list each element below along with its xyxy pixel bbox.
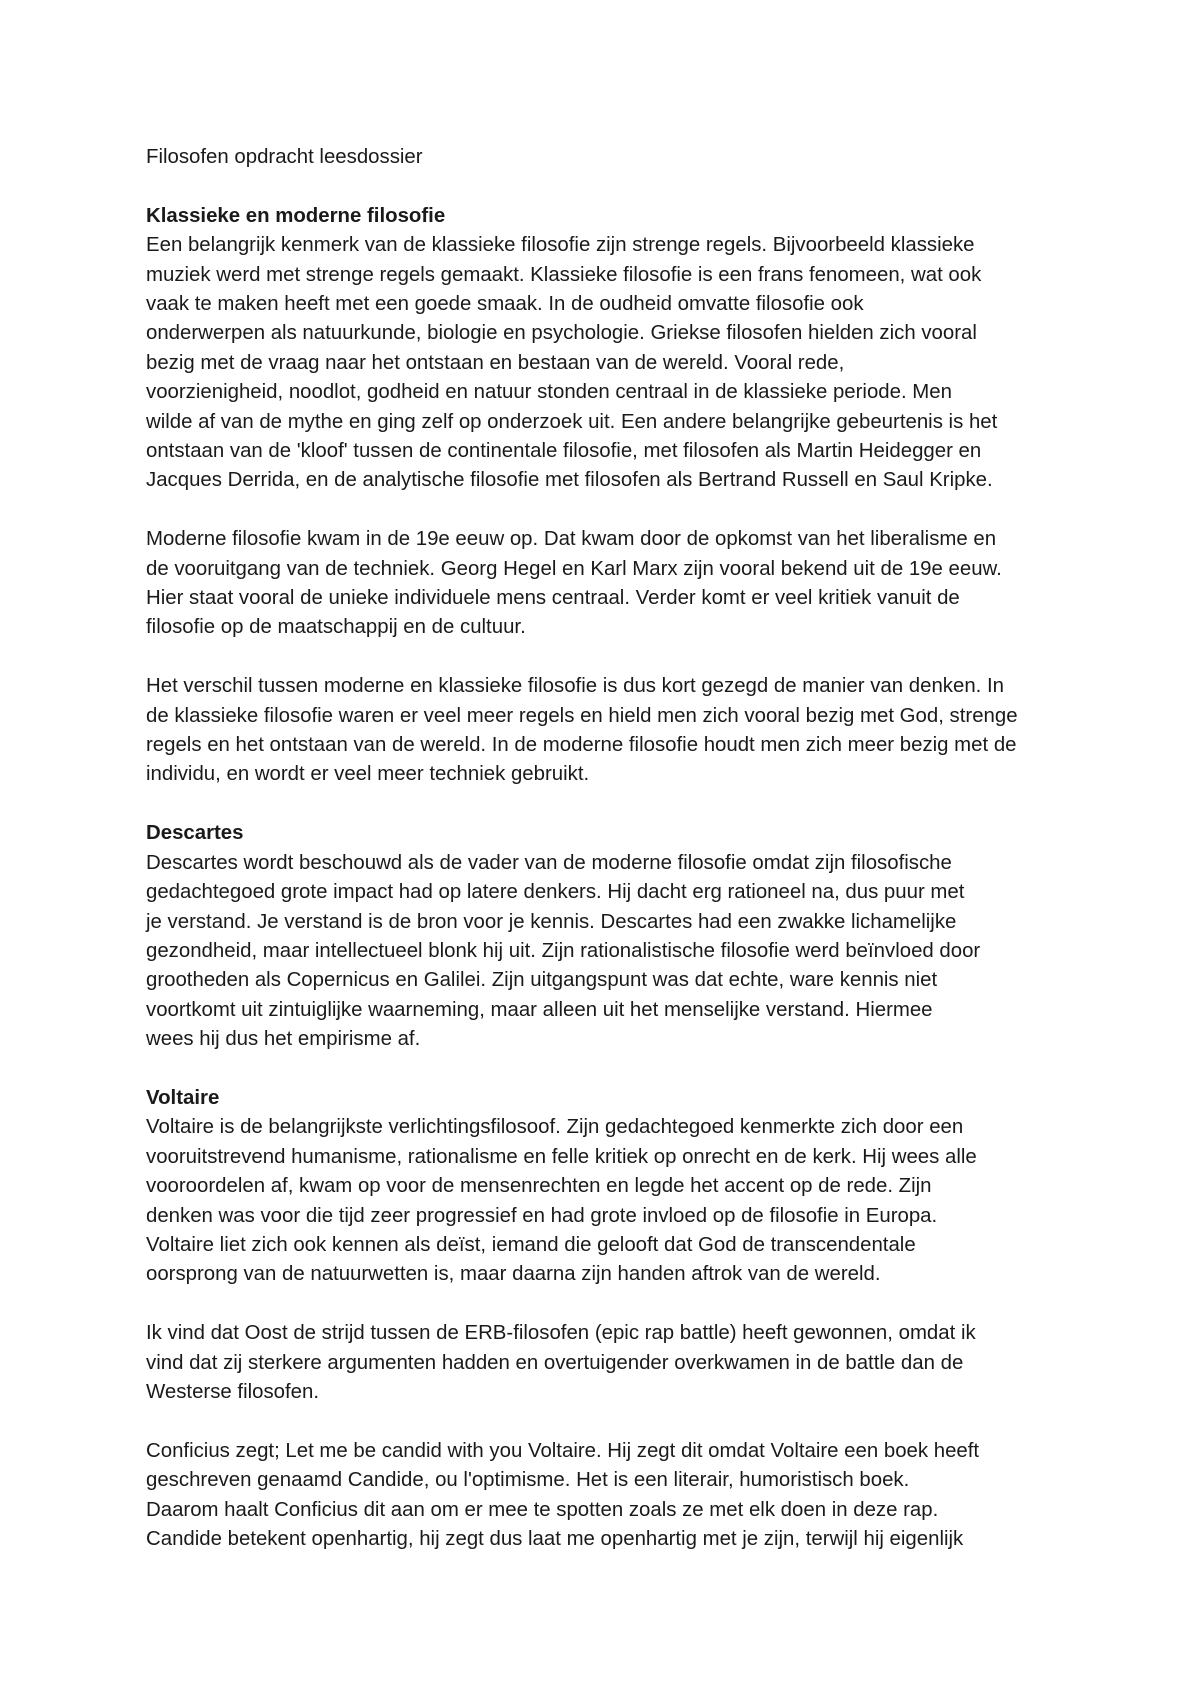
text-line: oorsprong van de natuurwetten is, maar daarna zijn handen aftrok van de wereld.	[146, 1263, 881, 1286]
text-line: je verstand. Je verstand is de bron voor je kennis. Descartes had een zwakke lichamelijke	[146, 910, 957, 933]
text-line: gezondheid, maar intellectueel blonk hij uit. Zijn rationalistische filosofie werd beïnvloed door	[146, 939, 981, 962]
text-line: onderwerpen als natuurkunde, biologie en psychologie. Griekse filosofen hielden zich vooral	[146, 322, 977, 345]
text-line: Voltaire is de belangrijkste verlichtingsfilosoof. Zijn gedachtegoed kenmerkte zich door een	[146, 1116, 964, 1139]
text-line: individu, en wordt er veel meer techniek gebruikt.	[146, 763, 590, 786]
text-line: de vooruitgang van de techniek. Georg Hegel en Karl Marx zijn vooral bekend uit de 19e eeuw.	[146, 557, 1002, 580]
text-line: muziek werd met strenge regels gemaakt. Klassieke filosofie is een frans fenomeen, wat ook	[146, 263, 982, 286]
text-line: Moderne filosofie kwam in de 19e eeuw op. Dat kwam door de opkomst van het liberalisme en	[146, 528, 997, 551]
text-line: Hier staat vooral de unieke individuele mens centraal. Verder komt er veel kritiek vanuit de	[146, 587, 960, 610]
paragraph	[146, 849, 1076, 1055]
paragraph	[146, 1319, 1076, 1407]
text-line: vaak te maken heeft met een goede smaak. In de oudheid omvatte filosofie ook	[146, 293, 864, 316]
text-line: vooruitstrevend humanisme, rationalisme en felle kritiek op onrecht en de kerk. Hij wees alle	[146, 1145, 977, 1168]
text-line: Ik vind dat Oost de strijd tussen de ERB-filosofen (epic rap battle) heeft gewonnen, omdat ik	[146, 1322, 976, 1345]
text-line: grootheden als Copernicus en Galilei. Zijn uitgangspunt was dat echte, ware kennis niet	[146, 969, 938, 992]
text-line: denken was voor die tijd zeer progressief en had grote invloed op de filosofie in Europa.	[146, 1204, 938, 1227]
section-heading: Voltaire	[146, 1086, 220, 1109]
section-descartes	[146, 819, 1076, 1054]
paragraph	[146, 231, 1076, 496]
section-heading: Klassieke en moderne filosofie	[146, 204, 446, 227]
document-title: Filosofen opdracht leesdossier	[146, 146, 423, 168]
text-line: gedachtegoed grote impact had op latere denkers. Hij dacht erg rationeel na, dus puur met	[146, 881, 965, 904]
text-line: vooroordelen af, kwam op voor de mensenrechten en legde het accent op de rede. Zijn	[146, 1175, 932, 1198]
text-line: vind dat zij sterkere argumenten hadden en overtuigender overkwamen in de battle dan de	[146, 1351, 964, 1374]
paragraph	[146, 525, 1076, 643]
text-line: regels en het ontstaan van de wereld. In de moderne filosofie houdt men zich meer bezig met de	[146, 734, 1017, 757]
text-line: de klassieke filosofie waren er veel meer regels en hield men zich vooral bezig met God, strenge	[146, 704, 1018, 727]
text-line: Descartes wordt beschouwd als de vader van de moderne filosofie omdat zijn filosofische	[146, 851, 952, 874]
text-line: Het verschil tussen moderne en klassieke filosofie is dus kort gezegd de manier van denken. In	[146, 675, 1004, 698]
text-line: wilde af van de mythe en ging zelf op onderzoek uit. Een andere belangrijke gebeurtenis is het	[146, 410, 998, 433]
text-line: Conficius zegt; Let me be candid with you Voltaire. Hij zegt dit omdat Voltaire een boek heeft	[146, 1439, 980, 1462]
text-line: wees hij dus het empirisme af.	[146, 1028, 421, 1051]
text-line: Voltaire liet zich ook kennen als deïst, iemand die gelooft dat God de transcendentale	[146, 1233, 916, 1256]
paragraph	[146, 1437, 1076, 1555]
section-klassieke-moderne	[146, 202, 1076, 790]
paragraph	[146, 672, 1076, 790]
section-heading: Descartes	[146, 822, 244, 845]
text-line: Candide betekent openhartig, hij zegt dus laat me openhartig met je zijn, terwijl hij eigenlijk	[146, 1527, 964, 1550]
document-body	[146, 143, 1076, 1554]
text-line: Een belangrijk kenmerk van de klassieke filosofie zijn strenge regels. Bijvoorbeeld klassieke	[146, 234, 975, 257]
text-line: ontstaan van de 'kloof' tussen de continentale filosofie, met filosofen als Martin Heidegger en	[146, 440, 982, 463]
text-line: filosofie op de maatschappij en de cultuur.	[146, 616, 526, 639]
text-line: voorzienigheid, noodlot, godheid en natuur stonden centraal in de klassieke periode. Men	[146, 381, 952, 404]
paragraph	[146, 1113, 1076, 1289]
text-line: Jacques Derrida, en de analytische filosofie met filosofen als Bertrand Russell en Saul Kripke.	[146, 469, 993, 492]
text-line: voortkomt uit zintuiglijke waarneming, maar alleen uit het menselijke verstand. Hiermee	[146, 998, 933, 1021]
text-line: geschreven genaamd Candide, ou l'optimisme. Het is een literair, humoristisch boek.	[146, 1469, 910, 1492]
text-line: Westerse filosofen.	[146, 1380, 320, 1403]
text-line: Daarom haalt Conficius dit aan om er mee te spotten zoals ze met elk doen in deze rap.	[146, 1498, 939, 1521]
text-line: bezig met de vraag naar het ontstaan en bestaan van de wereld. Vooral rede,	[146, 351, 845, 374]
section-voltaire	[146, 1084, 1076, 1554]
